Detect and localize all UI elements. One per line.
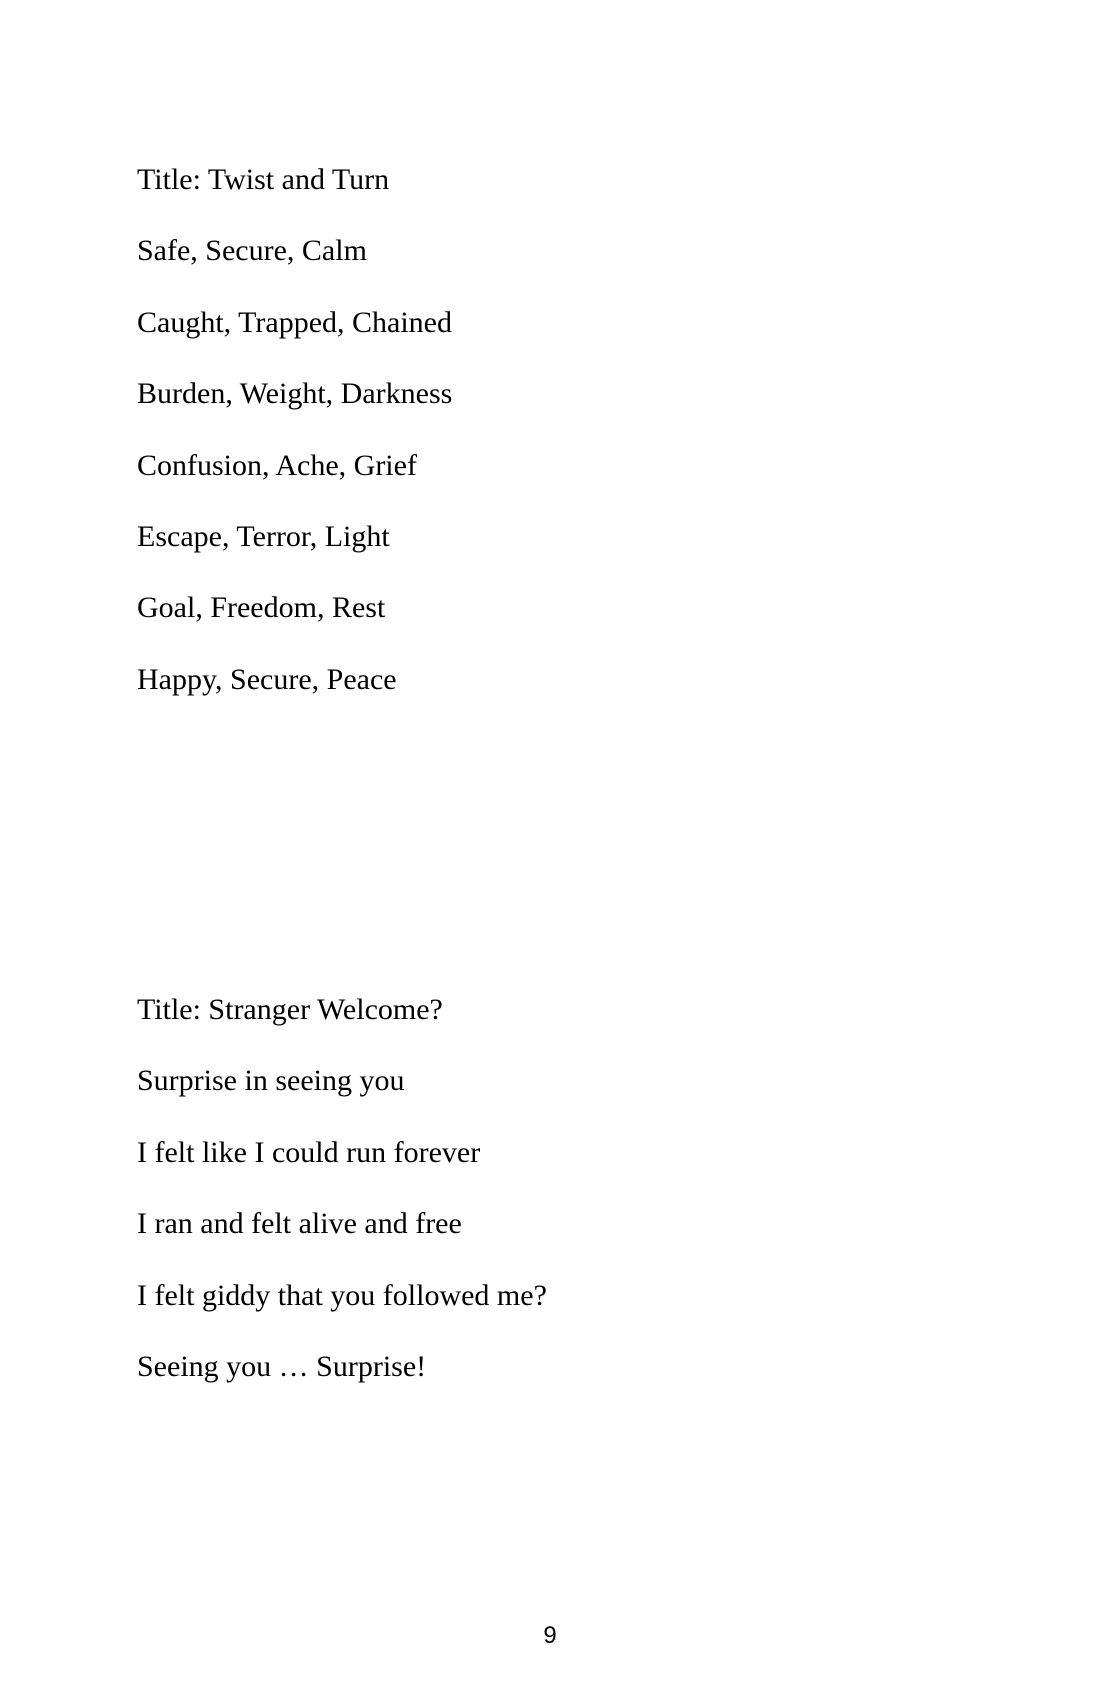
- poem-line: Surprise in seeing you: [137, 1064, 405, 1098]
- poem-twist-and-turn: [137, 162, 452, 733]
- poem-line: Safe, Secure, Calm: [137, 234, 367, 268]
- poem-line: I ran and felt alive and free: [137, 1207, 462, 1241]
- poem-line: Confusion, Ache, Grief: [137, 448, 417, 482]
- poem-line: Burden, Weight, Darkness: [137, 377, 453, 411]
- poem-line: I felt like I could run forever: [137, 1135, 481, 1169]
- poem-title: Title: Twist and Turn: [137, 163, 390, 196]
- poem-stranger-welcome: [137, 992, 547, 1420]
- poem-title: Title: Stranger Welcome?: [137, 993, 443, 1026]
- poem-line: I felt giddy that you followed me?: [137, 1278, 547, 1312]
- poem-line: Caught, Trapped, Chained: [137, 305, 452, 339]
- poem-line: Seeing you … Surprise!: [137, 1349, 427, 1383]
- poem-line: Happy, Secure, Peace: [137, 662, 397, 696]
- poem-line: Escape, Terror, Light: [137, 519, 390, 553]
- poem-line: Goal, Freedom, Rest: [137, 591, 386, 625]
- page-number: 9: [543, 1622, 557, 1649]
